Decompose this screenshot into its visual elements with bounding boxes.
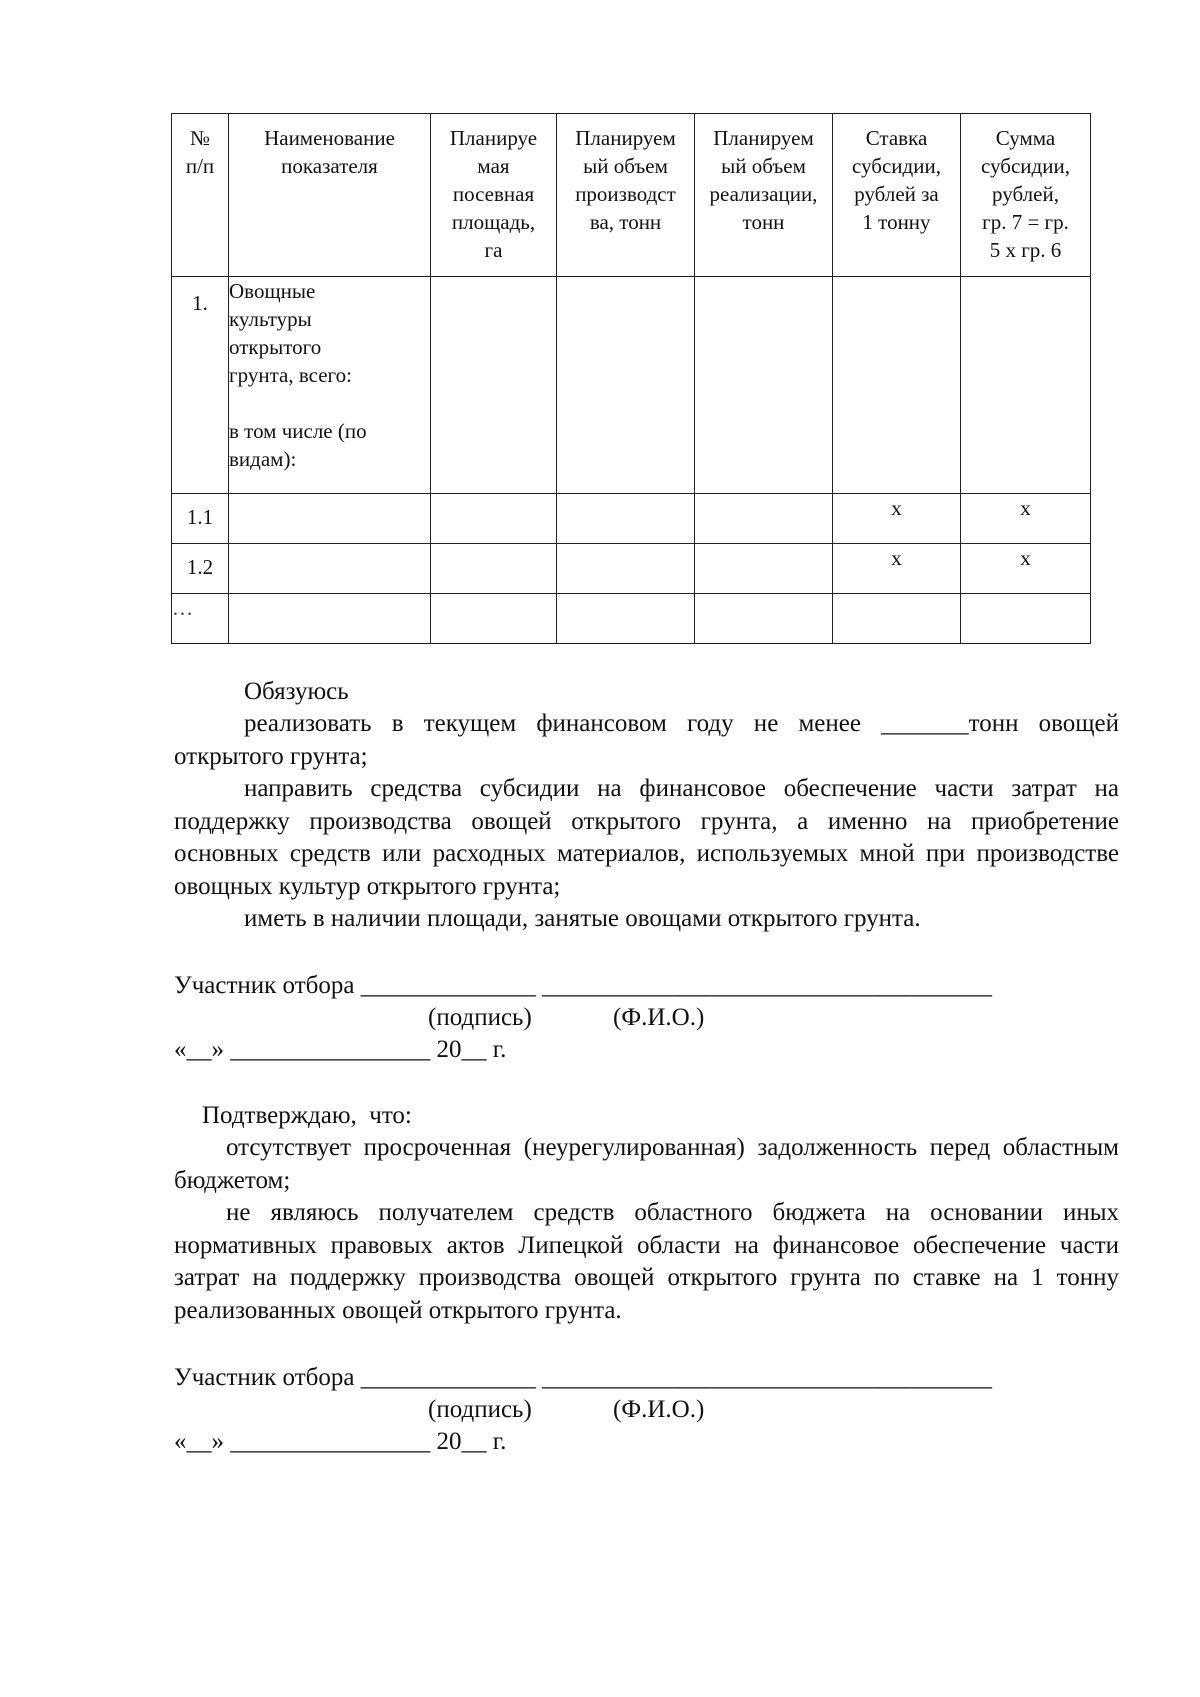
cell-sum [961,594,1091,644]
table-row [172,544,1091,594]
row-number: 1. [172,277,229,494]
subsidy-table [171,113,1091,644]
cell-production [557,594,695,644]
cell-area [431,277,557,494]
cell-sum: х [961,544,1091,594]
header-subsidy-sum: Сумма субсидии, рублей, гр. 7 = гр. 5 х гр. 6 [961,114,1091,277]
row-number: 1.2 [172,544,229,594]
header-planned-area: Планируе мая посевная площадь, га [431,114,557,277]
header-planned-production: Планируем ый объем производст ва, тонн [557,114,695,277]
cell-area [431,544,557,594]
cell-sales [695,594,833,644]
row-indicator-name: Овощные культуры открытого грунта, всего: в том числе (по видам): [229,277,431,494]
signature-line: Участник отбора ______________ ____________________________________ [174,1364,992,1391]
header-subsidy-rate: Ставка субсидии, рублей за 1 тонну [833,114,961,277]
commitments-heading: Обязуюсь [244,678,349,705]
cell-name [229,594,431,644]
confirmation-body [174,1132,1119,1327]
row-number: … [172,594,229,644]
cell-area [431,594,557,644]
cell-sales [695,277,833,494]
confirmation-paragraph: не являюсь получателем средств областного бюджета на основании иных нормативных правовых актов Липецкой области на финансовое обеспечение части затрат на поддержку производства овощей открытого грунта по ставке на 1 тонну реализованных овощей открытого грунта. [174,1199,1119,1324]
confirmation-paragraph: отсутствует просроченная (неурегулированная) задолженность перед областным бюджетом; [174,1134,1119,1194]
cell-production [557,544,695,594]
cell-sales [695,494,833,544]
signature-caption: (подпись) (Ф.И.О.) [428,1004,705,1031]
cell-sales [695,544,833,594]
table-row [172,277,1091,494]
confirmation-heading: Подтверждаю, что: [202,1102,412,1129]
table-row [172,494,1091,544]
header-indicator-name: Наименование показателя [229,114,431,277]
cell-rate: х [833,544,961,594]
cell-rate [833,277,961,494]
commitment-paragraph: реализовать в текущем финансовом году не менее _______тонн овощей открытого грунта; [174,710,1119,770]
commitment-paragraph: иметь в наличии площади, занятые овощами открытого грунта. [244,905,921,932]
row-number: 1.1 [172,494,229,544]
commitments-body [174,708,1119,936]
cell-name [229,544,431,594]
signature-date: «__» ________________ 20__ г. [174,1428,507,1455]
signature-caption: (подпись) (Ф.И.О.) [428,1396,705,1423]
cell-production [557,277,695,494]
header-number: № п/п [172,114,229,277]
cell-name [229,494,431,544]
cell-sum: х [961,494,1091,544]
cell-production [557,494,695,544]
cell-rate: х [833,494,961,544]
table-row [172,594,1091,644]
cell-rate [833,594,961,644]
cell-sum [961,277,1091,494]
commitment-paragraph: направить средства субсидии на финансовое обеспечение части затрат на поддержку производства овощей открытого грунта, а именно на приобретение основных средств или расходных материалов, используемых мной при производстве овощных культур открытого грунта; [174,775,1119,900]
table-header-row [172,114,1091,277]
signature-date: «__» ________________ 20__ г. [174,1036,507,1063]
cell-area [431,494,557,544]
header-planned-sales: Планируем ый объем реализации, тонн [695,114,833,277]
signature-line: Участник отбора ______________ ____________________________________ [174,972,992,999]
